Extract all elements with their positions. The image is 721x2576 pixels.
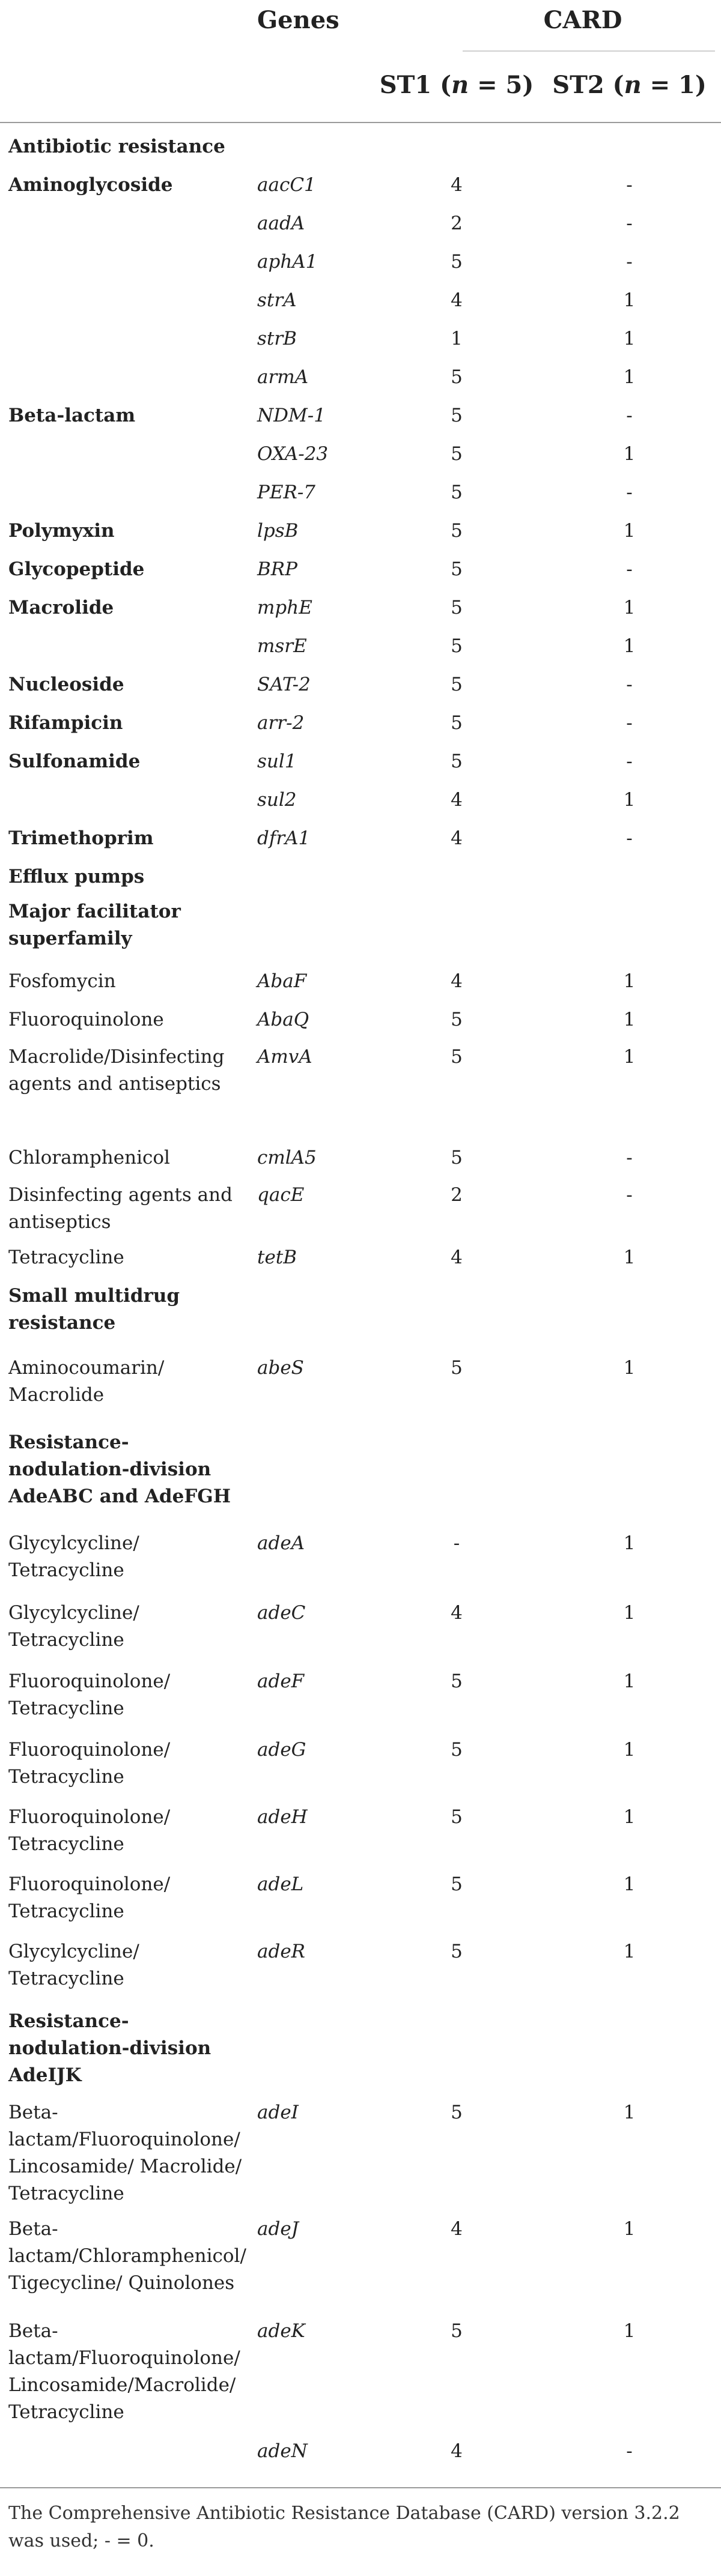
st2-count-cell: 1: [623, 289, 636, 311]
st1-count-cell: 4: [451, 1247, 463, 1268]
table-row: [0, 2099, 721, 2211]
st1-count-cell: 5: [451, 482, 463, 503]
category-cell: Fluoroquinolone/ Tetracycline: [8, 1873, 171, 1922]
category-cell: Glycylcycline/ Tetracycline: [8, 1602, 139, 1651]
st1-count-cell: -: [453, 1532, 460, 1554]
category-cell: Glycylcycline/ Tetracycline: [8, 1532, 139, 1581]
category-cell: Macrolide/Disinfecting agents and antiseptics: [8, 1046, 225, 1095]
st1-count-cell: 5: [451, 1873, 463, 1895]
table-row: [0, 968, 721, 998]
gene-cell: msrE: [257, 635, 307, 657]
st2-count-cell: 1: [623, 1046, 636, 1068]
st2-count-cell: -: [626, 751, 633, 772]
st2-count-cell: -: [626, 405, 633, 426]
gene-cell: adeJ: [257, 2218, 299, 2240]
table-row: [0, 671, 721, 701]
gene-cell: adeF: [257, 1670, 305, 1692]
gene-cell: AmvA: [257, 1046, 312, 1068]
st1-count-cell: 5: [451, 751, 463, 772]
table-row: [0, 556, 721, 586]
gene-cell: AbaQ: [257, 1009, 309, 1030]
gene-cell: adeK: [257, 2320, 305, 2342]
category-cell: Beta-lactam/Fluoroquinolone/ Lincosamide/Macrolide/ Tetracycline: [8, 2320, 240, 2423]
gene-cell: SAT-2: [257, 674, 311, 695]
category-cell: Macrolide: [8, 597, 114, 618]
table-row: [0, 479, 721, 509]
gene-cell: adeL: [257, 1873, 304, 1895]
st1-count-cell: 4: [451, 970, 463, 992]
st2-count-cell: -: [626, 251, 633, 273]
category-cell: Beta-lactam/Chloramphenicol/ Tigecycline/ Quinolones: [8, 2218, 246, 2294]
st1-count-cell: 5: [451, 558, 463, 580]
st2-count-cell: 1: [623, 328, 636, 349]
gene-cell: adeG: [257, 1739, 306, 1761]
table-row: [0, 1283, 721, 1340]
st1-count-cell: 5: [451, 2102, 463, 2123]
table-row: [0, 287, 721, 317]
table-row: [0, 2318, 721, 2429]
gene-cell: armA: [257, 366, 309, 388]
category-cell: Beta-lactam/Fluoroquinolone/ Lincosamide/ Macrolide/ Tetracycline: [8, 2102, 242, 2204]
gene-cell: PER-7: [257, 482, 316, 503]
table-row: [0, 210, 721, 240]
st2-count-cell: 1: [623, 1941, 636, 1962]
category-cell: Fluoroquinolone/ Tetracycline: [8, 1739, 171, 1788]
st1-count-cell: 5: [451, 1670, 463, 1692]
footer-rule: [0, 2487, 721, 2488]
st2-count-cell: 1: [623, 1532, 636, 1554]
st1-count-cell: 5: [451, 597, 463, 618]
table-row: [0, 898, 721, 956]
st1-count-cell: 5: [451, 712, 463, 734]
gene-cell: arr-2: [257, 712, 305, 734]
table-row: [0, 249, 721, 279]
gene-cell: dfrA1: [257, 827, 311, 849]
gene-cell: NDM-1: [257, 405, 326, 426]
section-heading: Antibiotic resistance: [8, 136, 225, 157]
category-cell: Rifampicin: [8, 712, 123, 734]
category-cell: Fluoroquinolone/ Tetracycline: [8, 1670, 171, 1719]
st2-count-cell: -: [626, 1184, 633, 1206]
category-cell: Fosfomycin: [8, 970, 116, 992]
card-header-rule: [463, 50, 715, 52]
st2-count-cell: 1: [623, 970, 636, 992]
gene-cell: BRP: [257, 558, 297, 580]
table-row: [0, 1429, 721, 1513]
st2-count-cell: -: [626, 827, 633, 849]
gene-cell: mphE: [257, 597, 312, 618]
st2-count-cell: 1: [623, 1357, 636, 1379]
table-footnote: The Comprehensive Antibiotic Resistance Database (CARD) version 3.2.2 was used; - = 0.: [8, 2503, 680, 2551]
table-row: [0, 364, 721, 394]
category-cell: Major facilitator superfamily: [8, 901, 181, 949]
table-row: [0, 1006, 721, 1036]
category-cell: Aminocoumarin/ Macrolide: [8, 1357, 165, 1406]
gene-cell: aacC1: [257, 174, 316, 196]
category-cell: Fluoroquinolone/ Tetracycline: [8, 1806, 171, 1855]
table-row: [0, 748, 721, 778]
st1-count-cell: 4: [451, 174, 463, 196]
table-row: [0, 2008, 721, 2092]
st2-count-cell: -: [626, 482, 633, 503]
st1-count-cell: 2: [451, 213, 463, 234]
table-row: [0, 133, 721, 163]
genes-column-header: Genes: [257, 6, 339, 34]
section-heading: Efflux pumps: [8, 866, 145, 887]
st1-count-cell: 5: [451, 251, 463, 273]
table-row: [0, 518, 721, 548]
category-cell: Polymyxin: [8, 520, 115, 542]
table-row: [0, 1804, 721, 1861]
category-cell: Sulfonamide: [8, 751, 141, 772]
st1-count-cell: 5: [451, 2320, 463, 2342]
gene-cell: adeA: [257, 1532, 305, 1554]
st2-column-header: ST2 (n = 1): [552, 71, 707, 99]
gene-cell: strB: [257, 328, 297, 349]
table-row: [0, 787, 721, 817]
st1-count-cell: 4: [451, 2218, 463, 2240]
st1-count-cell: 5: [451, 635, 463, 657]
table-row: [0, 1737, 721, 1794]
st2-count-cell: 1: [623, 1670, 636, 1692]
st1-count-cell: 4: [451, 789, 463, 811]
st2-count-cell: 1: [623, 635, 636, 657]
st2-count-cell: -: [626, 2440, 633, 2462]
table-row: [0, 710, 721, 740]
table-row: [0, 1182, 721, 1239]
st1-count-cell: 5: [451, 1046, 463, 1068]
st1-count-cell: 5: [451, 443, 463, 465]
table-row: [0, 441, 721, 471]
gene-cell: qacE: [257, 1184, 305, 1206]
category-cell: Resistance-nodulation-division AdeABC and AdeFGH: [8, 1432, 231, 1507]
st1-count-cell: 5: [451, 1147, 463, 1169]
card-column-header: CARD: [543, 6, 622, 34]
st1-count-cell: 5: [451, 1806, 463, 1828]
category-cell: Trimethoprim: [8, 827, 154, 849]
st1-count-cell: 1: [451, 328, 463, 349]
st2-count-cell: 1: [623, 1602, 636, 1624]
st1-count-cell: 4: [451, 289, 463, 311]
st2-count-cell: 1: [623, 1806, 636, 1828]
gene-cell: sul2: [257, 789, 297, 811]
st1-count-cell: 5: [451, 1739, 463, 1761]
gene-cell: adeR: [257, 1941, 306, 1962]
st1-count-cell: 4: [451, 1602, 463, 1624]
table-row: [0, 1600, 721, 1657]
header-bottom-rule: [0, 122, 721, 123]
st2-count-cell: 1: [623, 2218, 636, 2240]
gene-cell: abeS: [257, 1357, 304, 1379]
category-cell: Aminoglycoside: [8, 174, 173, 196]
st2-count-cell: -: [626, 558, 633, 580]
st2-count-cell: 1: [623, 1247, 636, 1268]
category-cell: Fluoroquinolone: [8, 1009, 164, 1030]
st1-count-cell: 5: [451, 405, 463, 426]
table-row: [0, 1355, 721, 1412]
table-row: [0, 402, 721, 432]
category-cell: Glycylcycline/ Tetracycline: [8, 1941, 139, 1989]
gene-cell: aphA1: [257, 251, 318, 273]
table-row: [0, 825, 721, 855]
st2-count-cell: -: [626, 213, 633, 234]
gene-cell: aadA: [257, 213, 305, 234]
st2-count-cell: -: [626, 674, 633, 695]
gene-cell: OXA-23: [257, 443, 329, 465]
table-row: [0, 325, 721, 355]
st1-count-cell: 4: [451, 2440, 463, 2462]
category-cell: Small multidrug resistance: [8, 1285, 180, 1334]
table-row: [0, 594, 721, 624]
gene-cell: adeC: [257, 1602, 306, 1624]
table-row: [0, 1044, 721, 1128]
table-row: [0, 1871, 721, 1929]
table-row: [0, 172, 721, 202]
st1-column-header: ST1 (n = 5): [379, 71, 534, 99]
st2-count-cell: -: [626, 174, 633, 196]
category-cell: Nucleoside: [8, 674, 124, 695]
st2-count-cell: 1: [623, 443, 636, 465]
table-row: [0, 1144, 721, 1175]
st2-count-cell: 1: [623, 1739, 636, 1761]
table-row: [0, 1244, 721, 1274]
st2-count-cell: 1: [623, 789, 636, 811]
st2-count-cell: 1: [623, 366, 636, 388]
gene-cell: lpsB: [257, 520, 299, 542]
table-row: [0, 1668, 721, 1726]
st1-count-cell: 5: [451, 1941, 463, 1962]
st1-count-cell: 2: [451, 1184, 463, 1206]
st2-count-cell: -: [626, 712, 633, 734]
table-row: [0, 863, 721, 893]
gene-cell: cmlA5: [257, 1147, 317, 1169]
st1-count-cell: 5: [451, 1009, 463, 1030]
st2-count-cell: 1: [623, 1009, 636, 1030]
table-row: [0, 1938, 721, 1996]
gene-cell: adeI: [257, 2102, 299, 2123]
gene-cell: adeN: [257, 2440, 308, 2462]
st2-count-cell: 1: [623, 2320, 636, 2342]
st1-count-cell: 5: [451, 674, 463, 695]
category-cell: Beta-lactam: [8, 405, 136, 426]
category-cell: Disinfecting agents and antiseptics: [8, 1184, 233, 1233]
category-cell: Tetracycline: [8, 1247, 124, 1268]
gene-cell: sul1: [257, 751, 297, 772]
st1-count-cell: 5: [451, 366, 463, 388]
st1-count-cell: 5: [451, 520, 463, 542]
gene-cell: AbaF: [257, 970, 307, 992]
gene-cell: adeH: [257, 1806, 308, 1828]
category-cell: Resistance-nodulation-division AdeIJK: [8, 2010, 211, 2086]
st2-count-cell: 1: [623, 597, 636, 618]
table-header: [0, 0, 721, 131]
st1-count-cell: 4: [451, 827, 463, 849]
st1-count-cell: 5: [451, 1357, 463, 1379]
table-row: [0, 633, 721, 663]
table-row: [0, 2216, 721, 2327]
st2-count-cell: 1: [623, 2102, 636, 2123]
st2-count-cell: 1: [623, 1873, 636, 1895]
st2-count-cell: -: [626, 1147, 633, 1169]
gene-cell: tetB: [257, 1247, 297, 1268]
category-cell: Glycopeptide: [8, 558, 145, 580]
gene-cell: strA: [257, 289, 297, 311]
st2-count-cell: 1: [623, 520, 636, 542]
category-cell: Chloramphenicol: [8, 1147, 170, 1169]
table-row: [0, 1530, 721, 1588]
table-row: [0, 2438, 721, 2468]
